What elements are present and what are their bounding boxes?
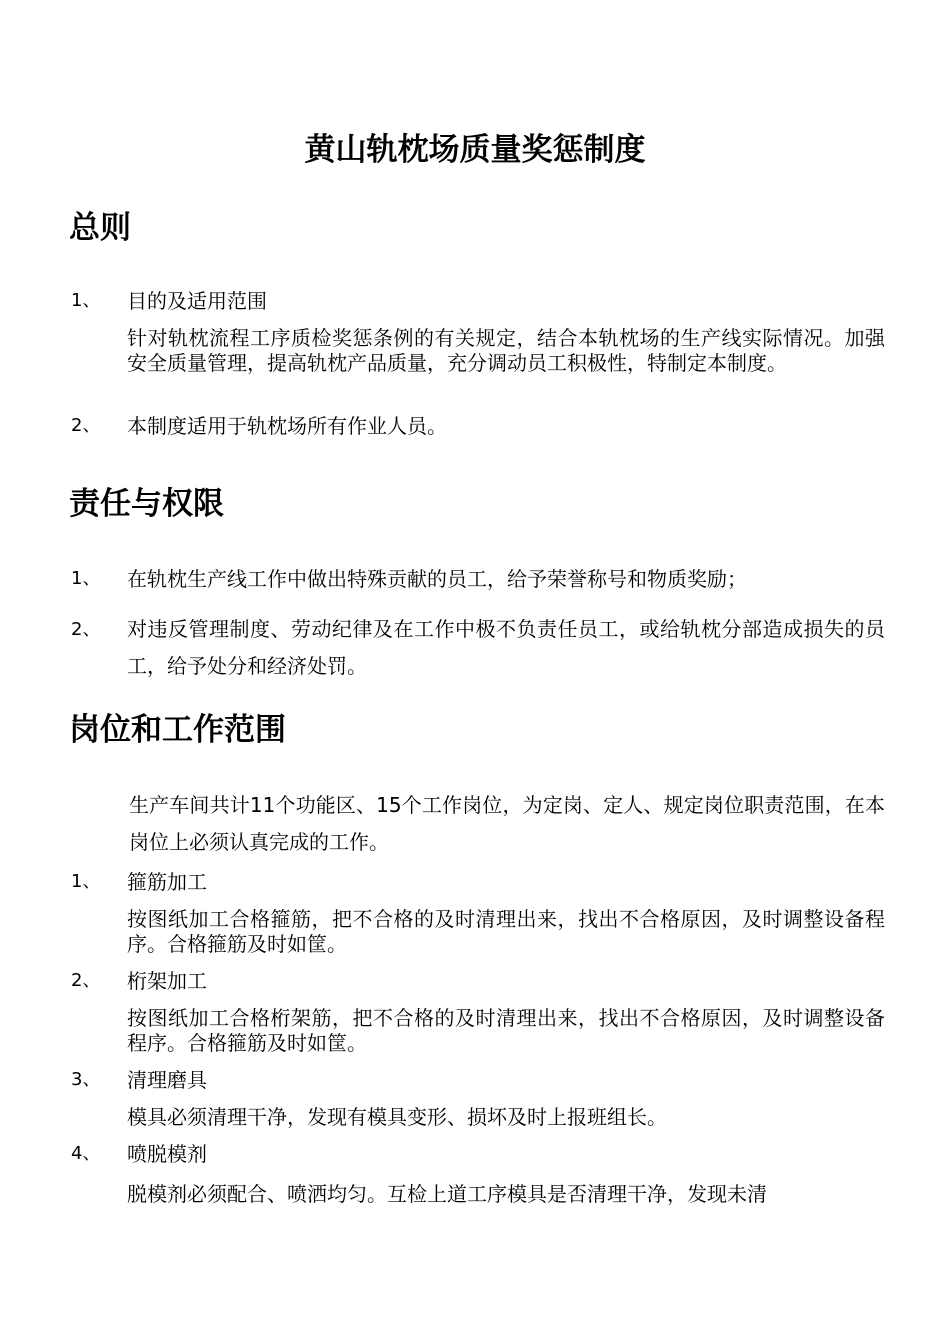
item-number: 3、	[71, 1069, 101, 1090]
item-number: 2、	[71, 619, 101, 640]
item-number: 2、	[71, 415, 101, 436]
section-heading-general: 总则	[69, 210, 131, 246]
item-number: 4、	[71, 1143, 101, 1164]
item-detail: 按图纸加工合格桁架筋，把不合格的及时清理出来，找出不合格原因，及时调整设备程序。合格箍筋及时如筐。	[127, 1006, 885, 1055]
item-detail: 模具必须清理干净，发现有模具变形、损坏及时上报班组长。	[127, 1105, 667, 1129]
section-heading-positions: 岗位和工作范围	[69, 712, 286, 748]
item-number: 1、	[71, 290, 101, 311]
item-number: 1、	[71, 871, 101, 892]
item-label: 喷脱模剂	[127, 1142, 207, 1166]
positions-intro: 生产车间共计11个功能区、15个工作岗位，为定岗、定人、规定岗位职责范围，在本岗位上必须认真完成的工作。	[129, 793, 885, 854]
item-number: 1、	[71, 568, 101, 589]
item-label: 箍筋加工	[127, 870, 207, 894]
section-heading-responsibility: 责任与权限	[69, 486, 224, 522]
general-paragraph: 针对轨枕流程工序质检奖惩条例的有关规定，结合本轨枕场的生产线实际情况。加强安全质量管理，提高轨枕产品质量，充分调动员工积极性，特制定本制度。	[127, 326, 885, 375]
item-label: 在轨枕生产线工作中做出特殊贡献的员工，给予荣誉称号和物质奖励；	[127, 567, 747, 591]
document-title: 黄山轨枕场质量奖惩制度	[304, 132, 646, 168]
item-label: 本制度适用于轨枕场所有作业人员。	[127, 414, 447, 438]
item-detail: 脱模剂必须配合、喷洒均匀。互检上道工序模具是否清理干净，发现未清	[127, 1182, 767, 1206]
item-label: 对违反管理制度、劳动纪律及在工作中极不负责任员工，或给轨枕分部造成损失的员工，给予处分和经济处罚。	[127, 617, 885, 678]
item-number: 2、	[71, 970, 101, 991]
item-label: 清理磨具	[127, 1068, 207, 1092]
item-label: 目的及适用范围	[127, 289, 267, 313]
item-detail: 按图纸加工合格箍筋，把不合格的及时清理出来，找出不合格原因，及时调整设备程序。合格箍筋及时如筐。	[127, 907, 885, 956]
item-label: 桁架加工	[127, 969, 207, 993]
